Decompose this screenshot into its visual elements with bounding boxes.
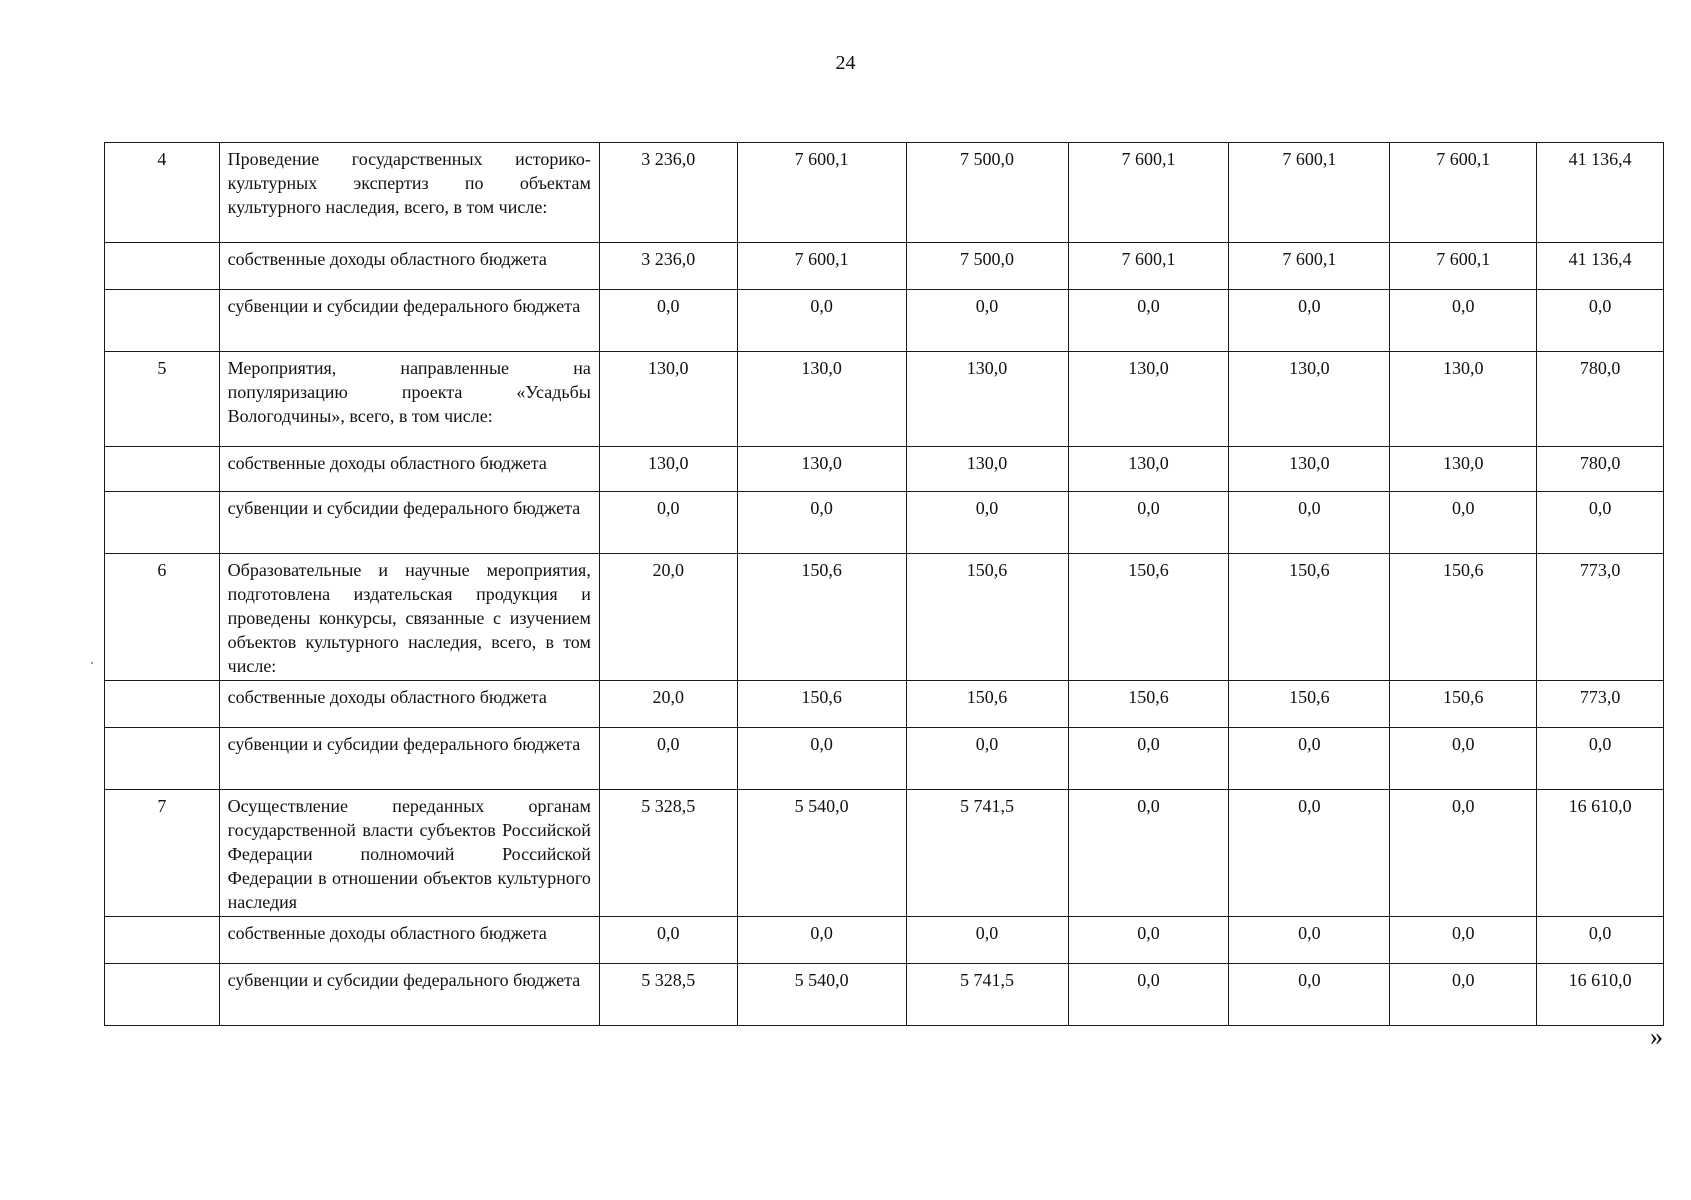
value-cell: 7 600,1: [1068, 143, 1229, 243]
scan-speck: [91, 662, 93, 664]
value-cell: 16 610,0: [1537, 964, 1664, 1026]
value-cell: 150,6: [737, 681, 906, 728]
description-cell: собственные доходы областного бюджета: [219, 243, 599, 290]
value-cell: 0,0: [737, 728, 906, 790]
table-row: [105, 143, 1664, 243]
value-cell: 3 236,0: [599, 143, 737, 243]
value-cell: 0,0: [1229, 917, 1390, 964]
row-number-cell: 4: [105, 143, 220, 243]
table-row: [105, 290, 1664, 352]
page-number: 24: [835, 52, 856, 74]
value-cell: 130,0: [737, 447, 906, 492]
description-cell: субвенции и субсидии федерального бюджета: [219, 492, 599, 554]
value-cell: 773,0: [1537, 554, 1664, 681]
value-cell: 0,0: [906, 290, 1068, 352]
description-cell: собственные доходы областного бюджета: [219, 447, 599, 492]
value-cell: 0,0: [906, 492, 1068, 554]
value-cell: 41 136,4: [1537, 243, 1664, 290]
value-cell: 41 136,4: [1537, 143, 1664, 243]
table-row: [105, 554, 1664, 681]
value-cell: 0,0: [906, 917, 1068, 964]
value-cell: 150,6: [1390, 554, 1537, 681]
value-cell: 150,6: [906, 681, 1068, 728]
value-cell: 780,0: [1537, 352, 1664, 447]
row-number-cell: [105, 492, 220, 554]
row-number-cell: [105, 681, 220, 728]
row-number-cell: [105, 447, 220, 492]
row-number-cell: 7: [105, 790, 220, 917]
value-cell: 0,0: [1068, 790, 1229, 917]
value-cell: 7 600,1: [1068, 243, 1229, 290]
row-number-cell: [105, 728, 220, 790]
table-row: [105, 790, 1664, 917]
value-cell: 0,0: [1068, 964, 1229, 1026]
value-cell: 0,0: [1390, 917, 1537, 964]
value-cell: 0,0: [1229, 964, 1390, 1026]
value-cell: 130,0: [1229, 352, 1390, 447]
value-cell: 0,0: [1390, 492, 1537, 554]
value-cell: 150,6: [906, 554, 1068, 681]
value-cell: 3 236,0: [599, 243, 737, 290]
value-cell: 0,0: [1229, 492, 1390, 554]
description-cell: Проведение государственных историко-культурных экспертиз по объектам культурного наследия, всего, в том числе:: [219, 143, 599, 243]
table-row: [105, 447, 1664, 492]
value-cell: 7 600,1: [737, 243, 906, 290]
value-cell: 150,6: [1390, 681, 1537, 728]
description-cell: собственные доходы областного бюджета: [219, 917, 599, 964]
value-cell: 20,0: [599, 554, 737, 681]
value-cell: 0,0: [599, 917, 737, 964]
description-cell: субвенции и субсидии федерального бюджета: [219, 290, 599, 352]
table-row: [105, 964, 1664, 1026]
value-cell: 150,6: [737, 554, 906, 681]
value-cell: 0,0: [1068, 492, 1229, 554]
description-cell: субвенции и субсидии федерального бюджета: [219, 964, 599, 1026]
value-cell: 0,0: [1390, 964, 1537, 1026]
description-cell: Образовательные и научные мероприятия, подготовлена издательская продукция и проведены конкурсы, связанные с изучением объектов культурного наследия, всего, в том числе:: [219, 554, 599, 681]
value-cell: 0,0: [1229, 290, 1390, 352]
value-cell: 150,6: [1068, 554, 1229, 681]
description-cell: Осуществление переданных органам государственной власти субъектов Российской Федерации полномочий Российской Федерации в отношении объектов культурного наследия: [219, 790, 599, 917]
value-cell: 0,0: [737, 492, 906, 554]
value-cell: 5 328,5: [599, 790, 737, 917]
value-cell: 0,0: [599, 728, 737, 790]
value-cell: 130,0: [1390, 447, 1537, 492]
value-cell: 130,0: [1229, 447, 1390, 492]
table-row: [105, 728, 1664, 790]
description-cell: субвенции и субсидии федерального бюджета: [219, 728, 599, 790]
row-number-cell: 6: [105, 554, 220, 681]
value-cell: 150,6: [1229, 554, 1390, 681]
value-cell: 0,0: [1068, 290, 1229, 352]
value-cell: 0,0: [599, 290, 737, 352]
value-cell: 130,0: [599, 447, 737, 492]
row-number-cell: [105, 917, 220, 964]
table-row: [105, 352, 1664, 447]
value-cell: 7 600,1: [1229, 243, 1390, 290]
row-number-cell: [105, 964, 220, 1026]
value-cell: 150,6: [1068, 681, 1229, 728]
value-cell: 130,0: [906, 352, 1068, 447]
value-cell: 5 741,5: [906, 964, 1068, 1026]
table-body: [105, 143, 1664, 1026]
description-cell: собственные доходы областного бюджета: [219, 681, 599, 728]
value-cell: 150,6: [1229, 681, 1390, 728]
value-cell: 0,0: [599, 492, 737, 554]
value-cell: 5 328,5: [599, 964, 737, 1026]
value-cell: 0,0: [1390, 728, 1537, 790]
value-cell: 0,0: [1390, 790, 1537, 917]
value-cell: 0,0: [1068, 917, 1229, 964]
table-row: [105, 681, 1664, 728]
closing-quote-mark: »: [1650, 1022, 1663, 1051]
value-cell: 0,0: [906, 728, 1068, 790]
value-cell: 0,0: [1390, 290, 1537, 352]
value-cell: 0,0: [737, 290, 906, 352]
value-cell: 130,0: [906, 447, 1068, 492]
value-cell: 0,0: [1537, 492, 1664, 554]
value-cell: 130,0: [1390, 352, 1537, 447]
value-cell: 7 600,1: [1390, 143, 1537, 243]
value-cell: 5 540,0: [737, 964, 906, 1026]
value-cell: 7 600,1: [737, 143, 906, 243]
value-cell: 0,0: [737, 917, 906, 964]
budget-table: [104, 142, 1664, 1026]
value-cell: 0,0: [1068, 728, 1229, 790]
value-cell: 130,0: [1068, 447, 1229, 492]
value-cell: 7 500,0: [906, 243, 1068, 290]
row-number-cell: [105, 290, 220, 352]
value-cell: 0,0: [1537, 290, 1664, 352]
table-row: [105, 243, 1664, 290]
table-row: [105, 492, 1664, 554]
value-cell: 20,0: [599, 681, 737, 728]
value-cell: 130,0: [737, 352, 906, 447]
value-cell: 0,0: [1229, 728, 1390, 790]
value-cell: 130,0: [599, 352, 737, 447]
row-number-cell: 5: [105, 352, 220, 447]
value-cell: 7 500,0: [906, 143, 1068, 243]
value-cell: 0,0: [1229, 790, 1390, 917]
value-cell: 130,0: [1068, 352, 1229, 447]
value-cell: 780,0: [1537, 447, 1664, 492]
value-cell: 773,0: [1537, 681, 1664, 728]
value-cell: 7 600,1: [1390, 243, 1537, 290]
row-number-cell: [105, 243, 220, 290]
table-row: [105, 917, 1664, 964]
value-cell: 5 540,0: [737, 790, 906, 917]
value-cell: 5 741,5: [906, 790, 1068, 917]
value-cell: 0,0: [1537, 728, 1664, 790]
value-cell: 0,0: [1537, 917, 1664, 964]
description-cell: Мероприятия, направленные на популяризацию проекта «Усадьбы Вологодчины», всего, в том числе:: [219, 352, 599, 447]
value-cell: 7 600,1: [1229, 143, 1390, 243]
value-cell: 16 610,0: [1537, 790, 1664, 917]
